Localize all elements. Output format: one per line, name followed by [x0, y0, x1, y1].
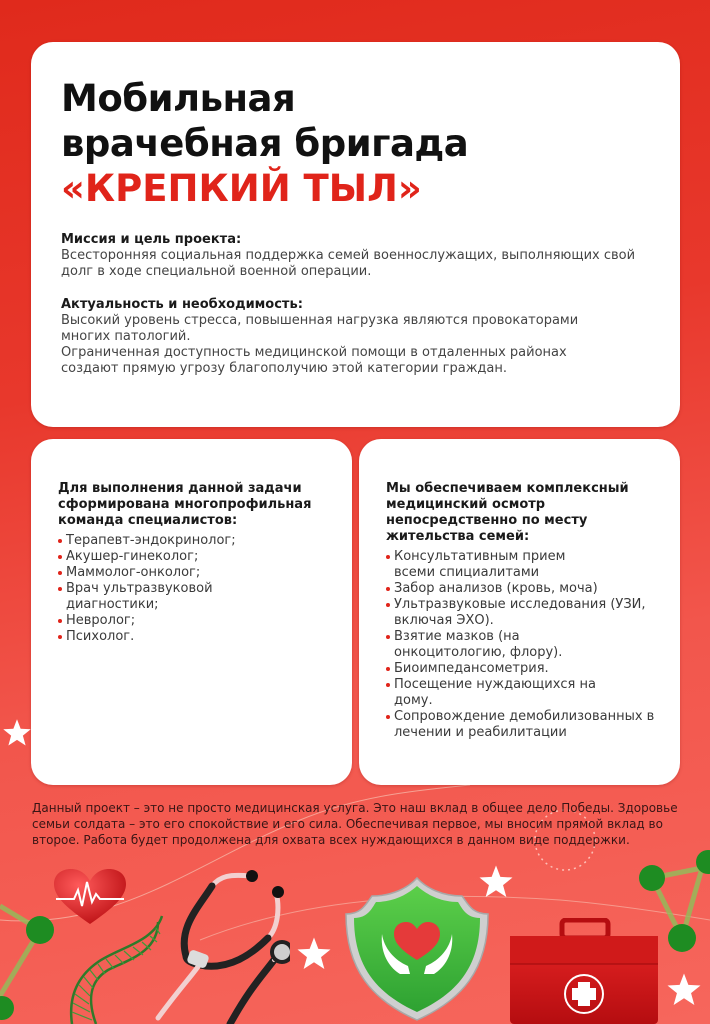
title-line-1: Мобильная	[61, 77, 296, 120]
list-item: Невролог;	[58, 613, 323, 629]
list-item: Врач ультразвуковой диагностики;	[58, 581, 266, 613]
team-card	[31, 439, 352, 785]
mission-heading: Миссия и цель проекта:	[61, 232, 242, 247]
star-icon	[296, 936, 332, 972]
team-section	[58, 481, 323, 645]
relevance-heading: Актуальность и необходимость:	[61, 297, 303, 312]
team-heading: Для выполнения данной задачи сформирована многопрофильная команда специалистов:	[58, 481, 312, 528]
list-item: Маммолог-онколог;	[58, 565, 323, 581]
shield-heart-icon	[342, 874, 492, 1022]
services-list	[386, 549, 671, 741]
list-item: Забор анализов (кровь, моча)	[386, 581, 671, 597]
mission-section	[61, 232, 661, 280]
title-line-2: врачебная бригада	[61, 122, 469, 165]
mission-text: Всесторонняя социальная поддержка семей военнослужащих, выполняющих свой долг в ходе специальной военной операции.	[61, 248, 636, 279]
list-item: Консультативным прием всеми спициалитами	[386, 549, 579, 581]
footer-text: Данный проект – это не просто медицинская услуга. Это наш вклад в общее дело Победы. Здоровье семьи солдата – это его спокойствие и его сила. Обеспечивая первое, мы вносим прямой вклад во второе. Работа будет продолжена для охвата всех нуждающихся в данном виде поддержки.	[32, 801, 678, 847]
list-item: Психолог.	[58, 629, 323, 645]
relevance-text-1: Высокий уровень стресса, повышенная нагрузка являются провокаторами многих патологий.	[61, 313, 579, 344]
list-item: Ультразвуковые исследования (УЗИ, включая ЭХО).	[386, 597, 664, 629]
list-item: Взятие мазков (на онкоцитологию, флору).	[386, 629, 634, 661]
list-item: Посещение нуждающихся на дому.	[386, 677, 619, 709]
services-card	[359, 439, 680, 785]
list-item: Сопровождение демобилизованных в лечении и реабилитации	[386, 709, 664, 741]
intro-card	[31, 42, 680, 427]
molecule-icon	[0, 896, 60, 1024]
star-icon	[666, 972, 702, 1008]
team-list	[58, 533, 323, 645]
services-heading: Мы обеспечиваем комплексный медицинский осмотр непосредственно по месту жительства семей:	[386, 481, 629, 544]
star-icon	[2, 718, 32, 748]
list-item: Акушер-гинеколог;	[58, 549, 323, 565]
molecule-icon	[630, 850, 710, 960]
list-item: Терапевт-эндокринолог;	[58, 533, 323, 549]
list-item: Биоимпедансометрия.	[386, 661, 671, 677]
stethoscope-icon	[150, 868, 290, 1024]
title-project-name: «КРЕПКИЙ ТЫЛ»	[61, 167, 422, 210]
services-section	[386, 481, 671, 741]
page-title	[61, 76, 468, 211]
relevance-section	[61, 297, 621, 377]
relevance-text-2: Ограниченная доступность медицинской помощи в отдаленных районах создают прямую угрозу благополучию этой категории граждан.	[61, 345, 567, 376]
